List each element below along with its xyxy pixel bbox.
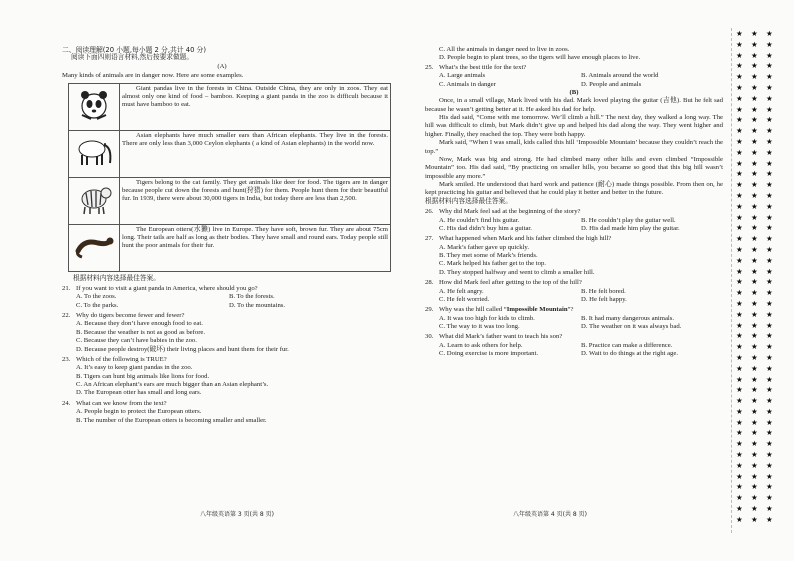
star-icon: ★ (766, 450, 773, 460)
star-icon: ★ (766, 342, 773, 352)
star-icon: ★ (736, 39, 743, 49)
star-icon: ★ (736, 277, 743, 287)
option[interactable]: A. To the zoos. (76, 293, 117, 301)
option[interactable]: C. The way to it was too long. (439, 323, 520, 330)
option[interactable]: B. Animals around the world (581, 72, 659, 80)
star-icon: ★ (766, 288, 773, 298)
star-icon: ★ (766, 93, 773, 103)
star-icon: ★ (751, 50, 758, 60)
star-icon: ★ (766, 234, 773, 244)
star-icon: ★ (751, 298, 758, 308)
option[interactable]: A. Because they don’t have enough food to eat. (76, 320, 203, 328)
option[interactable]: D. Because people destroy(破坏) their living places and hunt them for their fur. (76, 345, 289, 353)
star-icon: ★ (736, 342, 743, 352)
option[interactable]: C. He felt worried. (439, 295, 490, 303)
option[interactable]: B. He felt bored. (581, 287, 626, 295)
star-icon: ★ (766, 385, 773, 395)
option[interactable]: B. Because the weather is not as good as before. (76, 328, 206, 336)
star-icon: ★ (751, 417, 758, 427)
star-icon: ★ (736, 331, 743, 341)
star-icon: ★ (766, 39, 773, 49)
table-row (69, 83, 391, 130)
star-icon: ★ (751, 277, 758, 287)
option[interactable]: B. Tigers can hunt big animals like lions for food. (76, 372, 210, 380)
option[interactable]: C. Doing exercise is more important. (439, 350, 538, 358)
star-icon: ★ (736, 201, 743, 211)
star-icon: ★ (751, 504, 758, 514)
star-icon: ★ (766, 439, 773, 449)
star-icon: ★ (751, 331, 758, 341)
option[interactable]: B. It had many dangerous animals. (581, 314, 675, 322)
star-icon: ★ (766, 104, 773, 114)
star-icon: ★ (751, 266, 758, 276)
star-icon: ★ (736, 439, 743, 449)
star-icon: ★ (751, 288, 758, 298)
star-icon: ★ (766, 406, 773, 416)
star-icon: ★ (736, 428, 743, 438)
star-icon: ★ (751, 482, 758, 492)
option[interactable]: D. His dad made him play the guitar. (581, 224, 680, 232)
star-icon: ★ (736, 309, 743, 319)
star-icon: ★ (736, 234, 743, 244)
star-icon: ★ (766, 482, 773, 492)
star-icon: ★ (766, 428, 773, 438)
star-icon: ★ (751, 104, 758, 114)
star-icon: ★ (766, 72, 773, 82)
star-icon: ★ (751, 234, 758, 244)
option[interactable]: D. Wait to do things at the right age. (581, 350, 679, 358)
question-21: 21. If you want to visit a giant panda in America, where should you go? A. To the zoos. B. To the forests. C. To the parks. D. To the mountains. (62, 285, 382, 310)
star-icon: ★ (766, 61, 773, 71)
option[interactable]: C. Because they can’t have babies in the zoo. (76, 337, 197, 345)
star-icon: ★ (736, 460, 743, 470)
passage-b-paragraph: Once, in a small village, Mark lived with his dad. Mark loved playing the guitar (吉他). But he felt sad because he wasn’t getting better at it. He asked his dad for help. (425, 97, 723, 113)
star-icon: ★ (751, 374, 758, 384)
question-28: 28. How did Mark feel after getting to the top of the hill? A. He felt angry. B. He felt bored. C. He felt worried. D. He felt happy. (425, 279, 723, 304)
footer-left: 八年级英语第 3 页(共 8 页) (200, 511, 274, 518)
star-icon: ★ (766, 115, 773, 125)
star-icon: ★ (766, 504, 773, 514)
star-icon: ★ (751, 147, 758, 157)
star-icon: ★ (736, 93, 743, 103)
star-icon: ★ (766, 169, 773, 179)
star-icon: ★ (766, 147, 773, 157)
star-icon: ★ (736, 288, 743, 298)
star-icon: ★ (766, 417, 773, 427)
star-icon: ★ (751, 396, 758, 406)
option[interactable]: A. He couldn’t find his guitar. (439, 216, 520, 224)
star-icon: ★ (751, 320, 758, 330)
star-icon: ★ (766, 374, 773, 384)
tiger-icon (69, 177, 120, 224)
option[interactable]: B. They met some of Mark’s friends. (439, 252, 538, 259)
star-icon: ★ (766, 50, 773, 60)
binding-line (731, 28, 733, 533)
option[interactable]: D. He felt happy. (581, 295, 627, 303)
passage-b-paragraph: Now, Mark was big and strong. He had climbed many other hills and even climbed “Impossible Mountain” too. His dad said, “By practicing on smaller hills, you became so good that this big hill wasn’t impossible any more.” (425, 155, 723, 180)
star-icon: ★ (766, 514, 773, 524)
question-25: 25. What’s the best title for the text? A. Large animals B. Animals around the world C. Animals in danger D. People and animals (425, 64, 723, 89)
star-icon: ★ (736, 158, 743, 168)
star-icon: ★ (736, 450, 743, 460)
star-icon: ★ (766, 320, 773, 330)
star-icon: ★ (736, 406, 743, 416)
star-icon: ★ (751, 385, 758, 395)
star-icon: ★ (766, 460, 773, 470)
star-icon: ★ (751, 72, 758, 82)
star-icon: ★ (736, 82, 743, 92)
passage-a-label: (A) (217, 62, 227, 70)
option[interactable]: D. People begin to plant trees, so the tigers will have enough places to live. (439, 54, 641, 62)
star-icon: ★ (751, 39, 758, 49)
binding-stars (736, 29, 781, 526)
star-icon: ★ (766, 201, 773, 211)
star-icon: ★ (751, 342, 758, 352)
star-icon: ★ (751, 212, 758, 222)
question-30: 30. What did Mark’s father want to teach his son? A. Learn to ask others for help. B. Practice can make a difference. C. Doing exercise is more important. D. Wait to do things at the right age. (425, 333, 723, 358)
star-icon: ★ (751, 309, 758, 319)
star-icon: ★ (736, 190, 743, 200)
star-icon: ★ (736, 29, 743, 38)
option[interactable]: B. Practice can make a difference. (581, 341, 673, 349)
section-title: 二、阅读理解(20 小题,每小题 2 分,共计 40 分) (62, 46, 207, 54)
star-icon: ★ (736, 180, 743, 190)
option[interactable]: A. He felt angry. (439, 287, 484, 295)
animal-table (68, 83, 391, 272)
question-26: 26. Why did Mark feel sad at the beginning of the story? A. He couldn’t find his guitar. B. He couldn’t play the guitar well. C. His dad didn’t buy him a guitar. D. His dad made him play the guitar. (425, 208, 723, 233)
star-icon: ★ (736, 493, 743, 503)
star-icon: ★ (736, 417, 743, 427)
star-icon: ★ (751, 471, 758, 481)
option[interactable]: A. Large animals (439, 72, 486, 80)
passage-b-paragraph: His dad said, “Come with me tomorrow. We’ll climb a hill.” The next day, they walked a long way. The hill was difficult to climb, but Mark didn’t give up and helped his dad along the way. They went higher and higher. Finally, they reached the top. They were both happy. (425, 114, 723, 138)
option[interactable]: A. Mark’s father gave up quickly. (439, 243, 530, 251)
star-icon: ★ (751, 460, 758, 470)
star-icon: ★ (751, 115, 758, 125)
star-icon: ★ (766, 82, 773, 92)
star-icon: ★ (751, 126, 758, 136)
left-column (62, 46, 388, 425)
star-icon: ★ (766, 471, 773, 481)
passage-b-paragraph: Mark said, “When I was small, kids called this hill ‘Impossible Mountain’ because they couldn’t reach the top.” (425, 139, 723, 155)
star-icon: ★ (736, 255, 743, 265)
star-icon: ★ (766, 309, 773, 319)
passage-b-label: (B) (569, 88, 579, 96)
star-icon: ★ (736, 514, 743, 524)
star-icon: ★ (736, 72, 743, 82)
star-icon: ★ (736, 352, 743, 362)
option[interactable]: D. People and animals (581, 80, 642, 88)
star-icon: ★ (736, 50, 743, 60)
option[interactable]: C. His dad didn’t buy him a guitar. (439, 224, 532, 232)
option[interactable]: C. To the parks. (76, 301, 119, 309)
option[interactable]: A. It’s easy to keep giant pandas in the zoo. (76, 364, 193, 372)
star-icon: ★ (766, 266, 773, 276)
option[interactable]: D. To the mountains. (229, 301, 286, 309)
star-icon: ★ (766, 277, 773, 287)
star-icon: ★ (736, 126, 743, 136)
otter-icon (69, 224, 120, 271)
star-icon: ★ (736, 212, 743, 222)
star-icon: ★ (736, 385, 743, 395)
option[interactable]: C. Mark helped his father get to the top. (439, 260, 546, 268)
star-icon: ★ (751, 29, 758, 38)
star-icon: ★ (751, 244, 758, 254)
panda-icon (69, 83, 120, 130)
table-row (69, 224, 391, 271)
star-icon: ★ (751, 190, 758, 200)
star-icon: ★ (736, 169, 743, 179)
star-icon: ★ (751, 169, 758, 179)
option[interactable]: B. He couldn’t play the guitar well. (581, 216, 676, 224)
passage-a-intro: Many kinds of animals are in danger now. Here are some examples. (62, 72, 244, 80)
option[interactable]: D. They stopped halfway and went to climb a smaller hill. (439, 268, 595, 276)
star-icon: ★ (766, 223, 773, 233)
option[interactable]: C. All the animals in danger need to live in zoos. (439, 46, 570, 53)
footer-right: 八年级英语第 4 页(共 8 页) (513, 511, 587, 518)
star-icon: ★ (736, 471, 743, 481)
option[interactable]: D. The weather on it was always bad. (581, 323, 682, 330)
tiger-text: Tigers belong to the cat family. They get animals like deer for food. The tigers are in danger because people cut down the forests and hunt(狩猎) for them. People hunt them for their beautiful fur. In 1939, there were about 30,000 tigers in India, but today there are less than 2,500. (120, 177, 391, 224)
star-icon: ★ (766, 212, 773, 222)
star-icon: ★ (736, 504, 743, 514)
star-icon: ★ (766, 29, 773, 38)
star-icon: ★ (766, 190, 773, 200)
star-icon: ★ (751, 255, 758, 265)
passage-b-paragraph: Mark smiled. He understood that hard work and patience (耐心) made things possible. From then on, he kept practicing his guitar and believed that he could play it better and better in the future. (425, 181, 723, 197)
star-icon: ★ (736, 320, 743, 330)
panda-text: Giant pandas live in the forests in China. Outside China, they are only in zoos. They eat almost only one kind of food – bamboo. Keeping a giant panda in the zoo is difficult because it must have bamboo to eat. (120, 83, 391, 130)
star-icon: ★ (766, 244, 773, 254)
question-22: 22. Why do tigers become fewer and fewer? A. Because they don’t have enough food to eat. B. Because the weather is not as good as before. C. Because they can’t have babies in the zoo. D. Because people destroy(破坏) their living places and hunt them for their fur. (62, 312, 382, 354)
star-icon: ★ (736, 136, 743, 146)
star-icon: ★ (751, 93, 758, 103)
elephant-icon (69, 130, 120, 177)
star-icon: ★ (751, 352, 758, 362)
star-icon: ★ (766, 352, 773, 362)
star-icon: ★ (736, 115, 743, 125)
star-icon: ★ (751, 201, 758, 211)
star-icon: ★ (736, 223, 743, 233)
elephant-text: Asian elephants have much smaller ears than African elephants. They live in the forests. There are only less than 3,000 Ceylon elephants ( a kind of Asian elephants) in the world now. (120, 130, 391, 177)
star-icon: ★ (751, 363, 758, 373)
star-icon: ★ (736, 61, 743, 71)
option[interactable]: A. People begin to protect the European otters. (76, 408, 202, 416)
star-icon: ★ (751, 439, 758, 449)
star-icon: ★ (751, 428, 758, 438)
star-icon: ★ (736, 147, 743, 157)
passage-b-instruction: 根据材料内容选择最佳答案。 (425, 197, 512, 205)
star-icon: ★ (751, 223, 758, 233)
star-icon: ★ (766, 298, 773, 308)
question-24: 24. What can we know from the text? A. People begin to protect the European otters. B. The number of the European otters is becoming smaller and smaller. (62, 400, 382, 425)
option[interactable]: D. The European otter has small and long ears. (76, 389, 202, 397)
table-row (69, 177, 391, 224)
star-icon: ★ (766, 180, 773, 190)
option[interactable]: A. It was too high for kids to climb. (439, 314, 535, 322)
star-icon: ★ (736, 374, 743, 384)
star-icon: ★ (766, 331, 773, 341)
otter-text: The European otters(水獭) live in Europe. They have soft, brown fur. They are about 75cm long. Their tails are half as long as their bodies. They have small and round ears. Today people still hunt the poor animals for their fur. (120, 224, 391, 271)
table-row (69, 130, 391, 177)
option[interactable]: C. Animals in danger (439, 80, 496, 88)
option[interactable]: B. To the forests. (229, 293, 275, 301)
passage-a-instruction: 根据材料内容选择最佳答案。 (73, 274, 160, 282)
question-27: 27. What happened when Mark and his father climbed the high hill? A. Mark’s father gave up quickly. B. They met some of Mark’s friends. C. Mark helped his father get to the top. D. They stopped halfway and went to climb a smaller hill. (425, 235, 723, 277)
star-icon: ★ (751, 180, 758, 190)
star-icon: ★ (751, 406, 758, 416)
option[interactable]: C. An African elephant’s ears are much bigger than an Asian elephant’s. (76, 381, 269, 389)
option[interactable]: B. The number of the European otters is becoming smaller and smaller. (76, 416, 267, 424)
star-icon: ★ (751, 450, 758, 460)
section-instruction: 阅读下面四则语言材料,然后按要求做题。 (71, 54, 194, 62)
star-icon: ★ (751, 82, 758, 92)
star-icon: ★ (766, 136, 773, 146)
star-icon: ★ (751, 61, 758, 71)
star-icon: ★ (736, 244, 743, 254)
star-icon: ★ (751, 493, 758, 503)
question-23: 23. Which of the following is TRUE? A. It’s easy to keep giant pandas in the zoo. B. Tigers can hunt big animals like lions for food. C. An African elephant’s ears are much bigger than an Asian elephant’s. D. The European otter has small and long ears. (62, 356, 382, 398)
right-column (425, 46, 723, 359)
star-icon: ★ (736, 396, 743, 406)
option[interactable]: A. Learn to ask others for help. (439, 341, 523, 349)
star-icon: ★ (736, 266, 743, 276)
star-icon: ★ (736, 104, 743, 114)
star-icon: ★ (766, 363, 773, 373)
star-icon: ★ (751, 158, 758, 168)
star-icon: ★ (751, 136, 758, 146)
star-icon: ★ (736, 482, 743, 492)
star-icon: ★ (766, 396, 773, 406)
star-icon: ★ (766, 493, 773, 503)
star-icon: ★ (766, 126, 773, 136)
star-icon: ★ (736, 363, 743, 373)
star-icon: ★ (751, 514, 758, 524)
star-icon: ★ (766, 255, 773, 265)
star-icon: ★ (766, 158, 773, 168)
question-29: 29. Why was the hill called “Impossible Mountain”? A. It was too high for kids to climb. B. It had many dangerous animals. C. The way to it was too long. D. The weather on it was always bad. (425, 306, 723, 331)
star-icon: ★ (736, 298, 743, 308)
